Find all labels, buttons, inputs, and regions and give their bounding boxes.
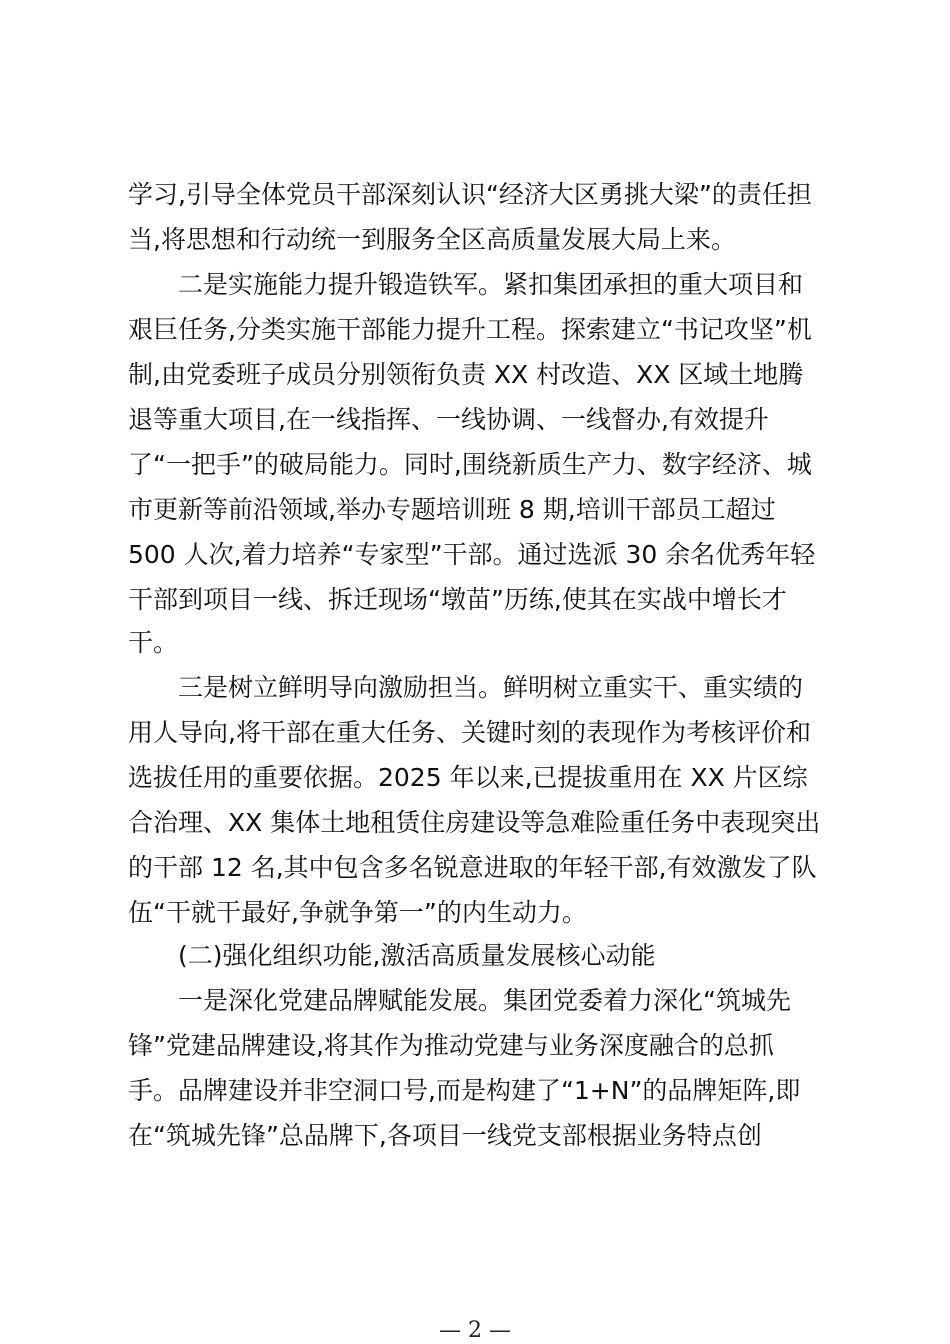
text-line: 市更新等前沿领域,举办专题培训班 8 期,培训干部员工超过 — [128, 495, 776, 524]
text-line: 干部到项目一线、拆迁现场“墩苗”历练,使其在实战中增长才 — [128, 585, 787, 614]
text-line: 学习,引导全体党员干部深刻认识“经济大区勇挑大梁”的责任担 — [128, 180, 812, 209]
text-line: 伍“干就干最好,争就争第一”的内生动力。 — [128, 898, 587, 927]
text-line: 当,将思想和行动统一到服务全区高质量发展大局上来。 — [128, 225, 736, 254]
text-line: 干。 — [128, 628, 179, 657]
text-line: 500 人次,着力培养“专家型”干部。通过选派 30 余名优秀年轻 — [128, 540, 816, 569]
paragraph-start-line: 二是实施能力提升锻造铁军。紧扣集团承担的重大项目和 — [178, 270, 804, 299]
text-line: 退等重大项目,在一线指挥、一线协调、一线督办,有效提升 — [128, 405, 769, 434]
text-line: 用人导向,将干部在重大任务、关键时刻的表现作为考核评价和 — [128, 718, 811, 747]
paragraph-start-line: 三是树立鲜明导向激励担当。鲜明树立重实干、重实绩的 — [178, 673, 804, 702]
text-line: 合治理、XX 集体土地租赁住房建设等急难险重任务中表现突出 — [128, 808, 821, 837]
text-line: 锋”党建品牌建设,将其作为推动党建与业务深度融合的总抓 — [128, 1031, 774, 1060]
paragraph-start-line: 一是深化党建品牌赋能发展。集团党委着力深化“筑城先 — [178, 986, 791, 1015]
text-line: 艰巨任务,分类实施干部能力提升工程。探索建立“书记攻坚”机 — [128, 315, 812, 344]
text-line: 选拔任用的重要依据。2025 年以来,已提拔重用在 XX 片区综 — [128, 763, 808, 792]
section-heading: (二)强化组织功能,激活高质量发展核心动能 — [178, 941, 656, 970]
text-line: 了“一把手”的破局能力。同时,围绕新质生产力、数字经济、城 — [128, 450, 812, 479]
text-line: 的干部 12 名,其中包含多名锐意进取的年轻干部,有效激发了队 — [128, 853, 817, 882]
page-number: — 2 — — [439, 1318, 511, 1343]
text-line: 手。品牌建设并非空洞口号,而是构建了“1+N”的品牌矩阵,即 — [128, 1076, 801, 1105]
text-line: 在“筑城先锋”总品牌下,各项目一线党支部根据业务特点创 — [128, 1121, 762, 1150]
text-line: 制,由党委班子成员分别领衔负责 XX 村改造、XX 区域土地腾 — [128, 360, 804, 389]
